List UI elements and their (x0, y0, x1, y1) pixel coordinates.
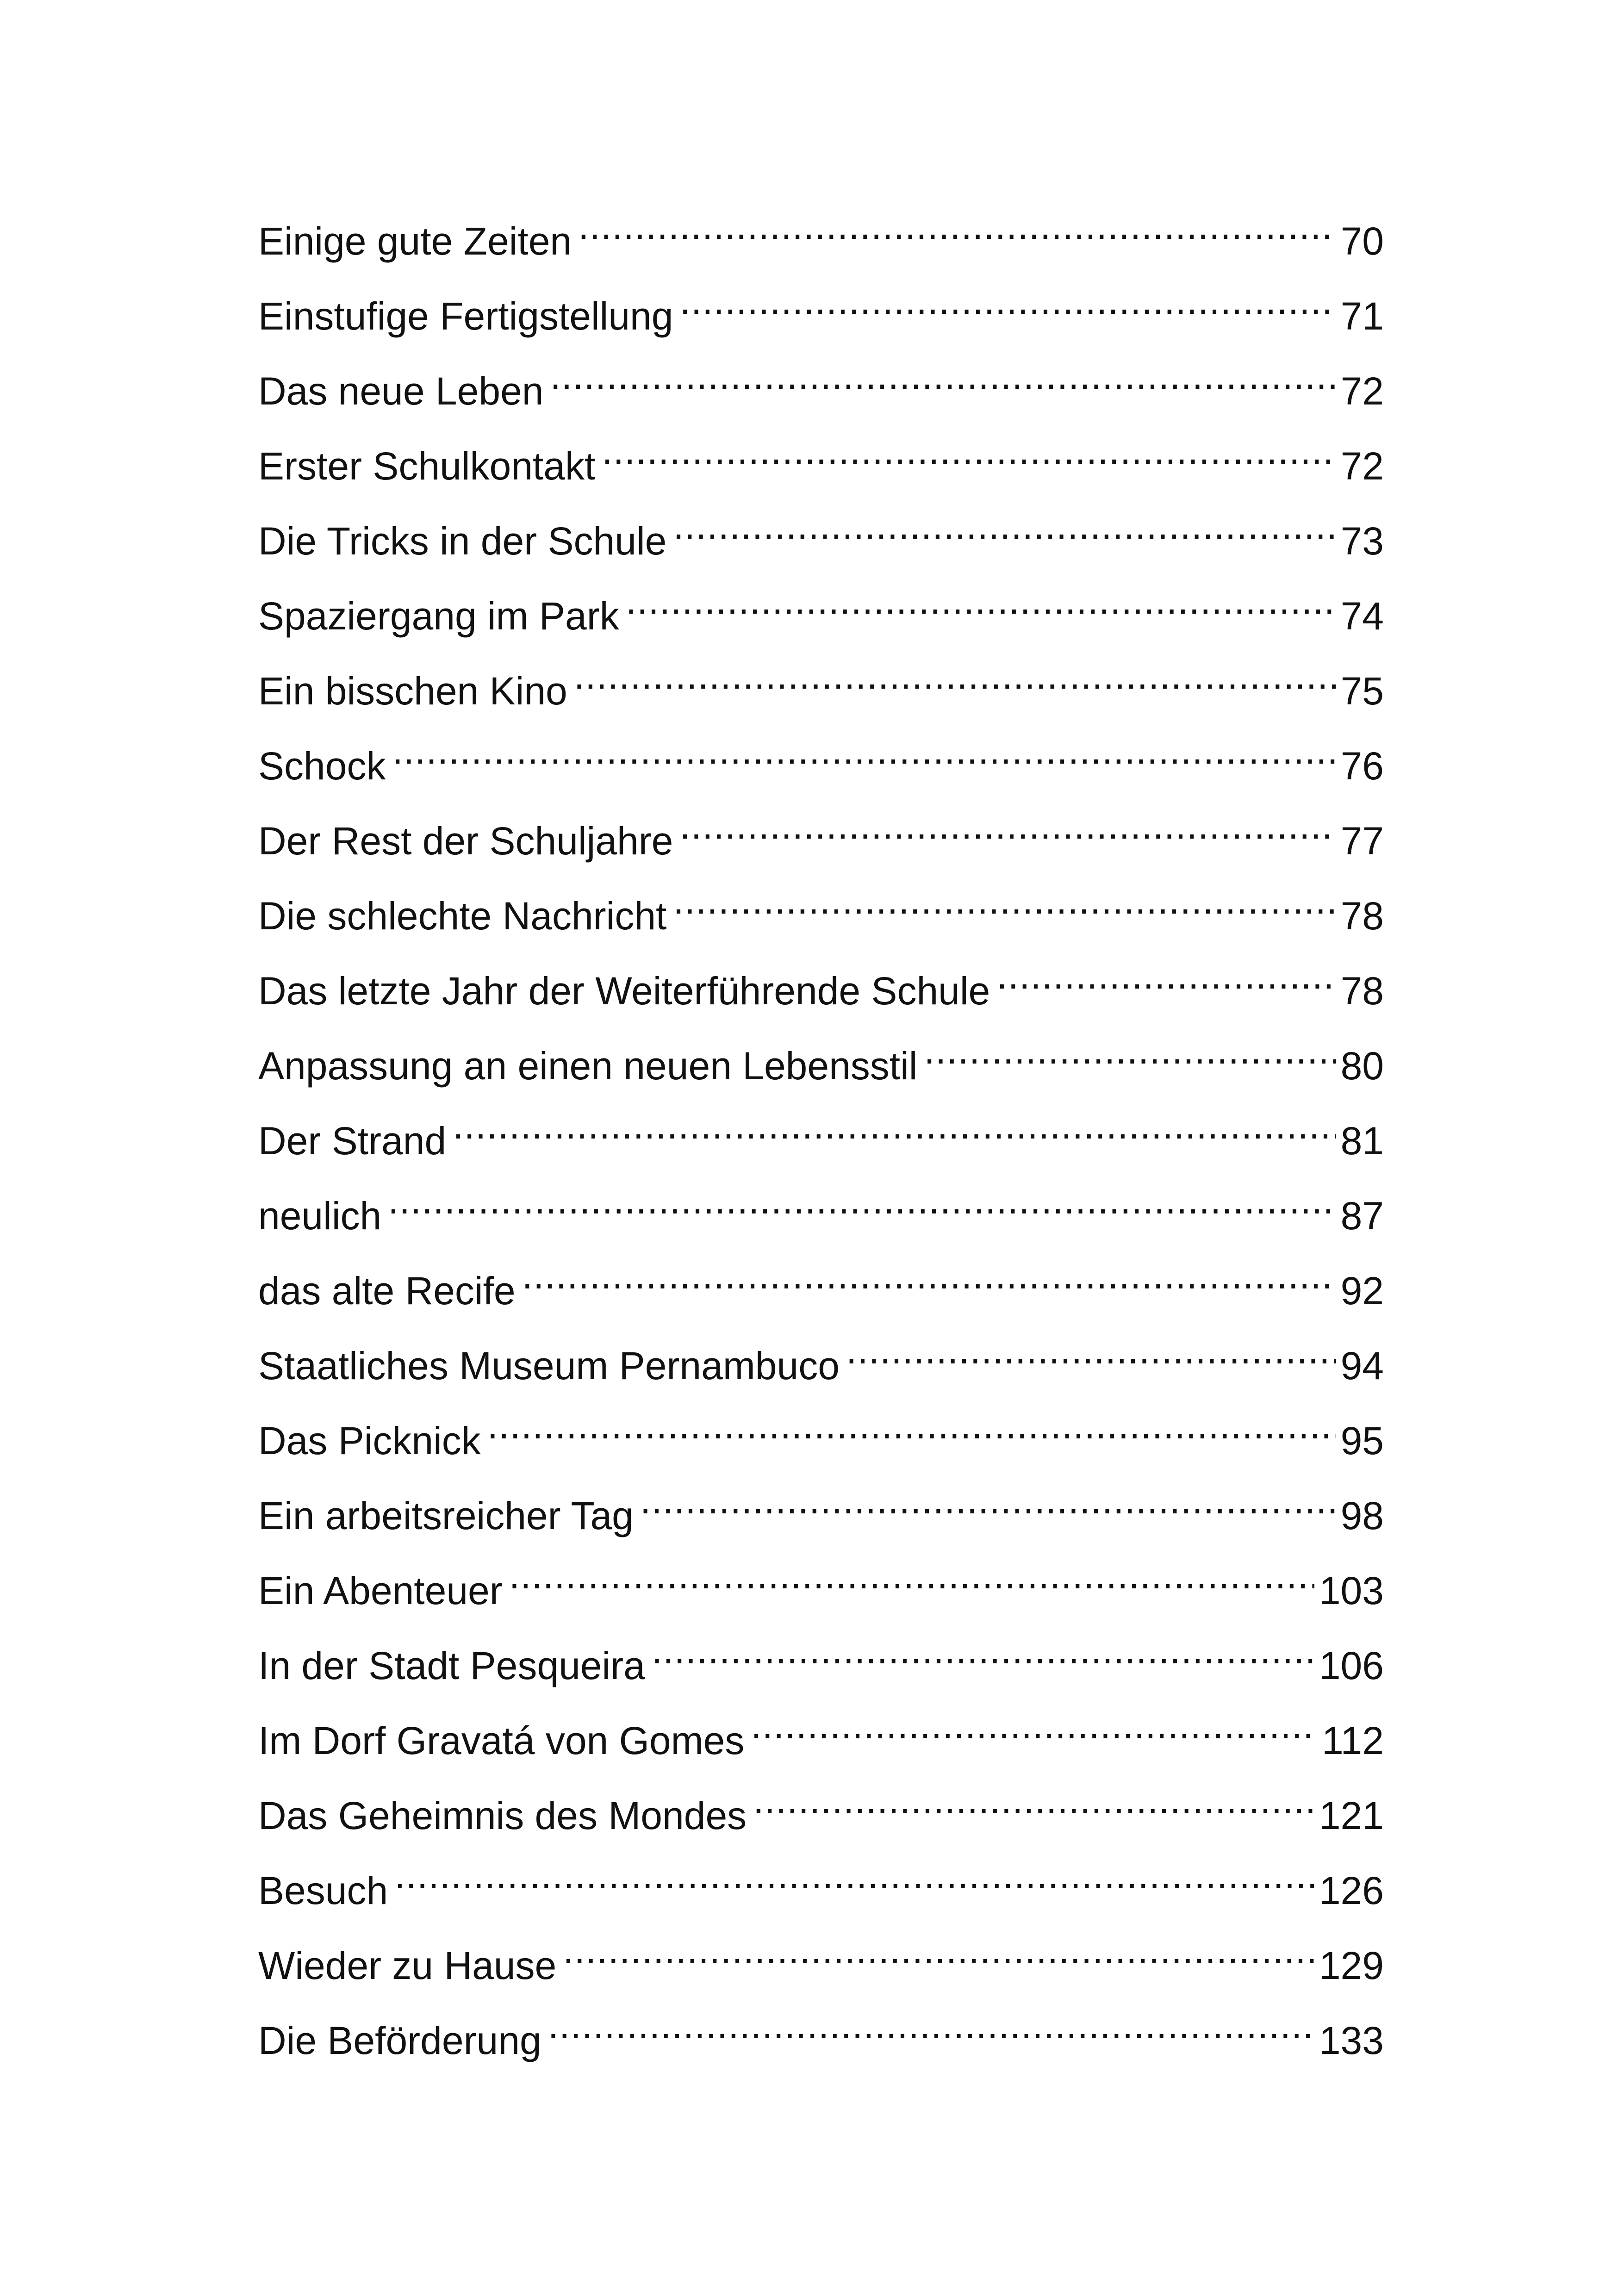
toc-entry (258, 2003, 1384, 2078)
toc-dot-leader (578, 216, 1336, 255)
toc-dot-leader (753, 1790, 1314, 1829)
toc-entry (258, 1253, 1384, 1328)
toc-entry-page: 71 (1340, 294, 1384, 338)
toc-entry-page: 106 (1319, 1644, 1384, 1687)
toc-dot-leader (388, 1190, 1336, 1229)
toc-entry-page: 94 (1340, 1344, 1384, 1388)
toc-entry-page: 92 (1340, 1269, 1384, 1313)
toc-entry-page: 78 (1340, 969, 1384, 1013)
toc-entry-title: Das letzte Jahr der Weiterführende Schule (258, 969, 990, 1013)
toc-entry-title: Im Dorf Gravatá von Gomes (258, 1719, 745, 1762)
toc-entry-page: 121 (1319, 1794, 1384, 1837)
toc-entry (258, 1553, 1384, 1628)
toc-entry-page: 72 (1340, 444, 1384, 488)
toc-entry-page: 73 (1340, 519, 1384, 563)
toc-entry-page: 78 (1340, 894, 1384, 938)
table-of-contents (258, 204, 1384, 2078)
toc-entry-page: 77 (1340, 819, 1384, 863)
toc-entry-title: Ein Abenteuer (258, 1569, 503, 1612)
toc-dot-leader (453, 1115, 1336, 1154)
toc-entry (258, 1928, 1384, 2003)
toc-entry-title: Der Rest der Schuljahre (258, 819, 673, 863)
toc-entry (258, 1178, 1384, 1253)
toc-entry-page: 103 (1319, 1569, 1384, 1612)
toc-entry (258, 429, 1384, 504)
toc-entry (258, 1628, 1384, 1703)
toc-entry-title: Einstufige Fertigstellung (258, 294, 673, 338)
toc-entry-page: 95 (1340, 1419, 1384, 1462)
toc-dot-leader (487, 1415, 1336, 1454)
toc-entry (258, 1853, 1384, 1928)
toc-entry (258, 1328, 1384, 1403)
toc-entry-page: 112 (1322, 1719, 1384, 1762)
toc-dot-leader (550, 366, 1336, 404)
toc-dot-leader (673, 516, 1336, 554)
toc-dot-leader (563, 1940, 1314, 1979)
toc-entry-page: 129 (1319, 1944, 1384, 1987)
toc-entry-title: Die Beförderung (258, 2019, 541, 2062)
toc-entry (258, 953, 1384, 1028)
toc-dot-leader (509, 1565, 1314, 1604)
toc-dot-leader (548, 2015, 1314, 2054)
toc-entry-title: Wieder zu Hause (258, 1944, 557, 1987)
toc-entry-title: Der Strand (258, 1119, 447, 1163)
toc-entry-title: Die Tricks in der Schule (258, 519, 667, 563)
toc-dot-leader (679, 815, 1336, 854)
toc-entry-title: Schock (258, 744, 386, 788)
toc-entry-page: 76 (1340, 744, 1384, 788)
toc-entry-page: 133 (1319, 2019, 1384, 2062)
toc-dot-leader (673, 890, 1336, 929)
toc-entry (258, 653, 1384, 728)
toc-dot-leader (751, 1715, 1317, 1754)
toc-entry-page: 75 (1340, 669, 1384, 713)
toc-dot-leader (522, 1265, 1336, 1304)
toc-entry-title: Einige gute Zeiten (258, 219, 572, 263)
toc-dot-leader (846, 1340, 1336, 1379)
toc-dot-leader (996, 965, 1336, 1004)
toc-entry-title: Das Picknick (258, 1419, 481, 1462)
toc-entry (258, 728, 1384, 803)
toc-entry-title: das alte Recife (258, 1269, 516, 1313)
toc-entry-page: 87 (1340, 1194, 1384, 1238)
toc-entry (258, 1478, 1384, 1553)
toc-entry (258, 354, 1384, 429)
toc-entry-title: In der Stadt Pesqueira (258, 1644, 645, 1687)
toc-entry-title: neulich (258, 1194, 382, 1238)
toc-entry-title: Ein arbeitsreicher Tag (258, 1494, 634, 1537)
toc-entry (258, 204, 1384, 279)
toc-entry (258, 1028, 1384, 1103)
toc-entry-title: Staatliches Museum Pernambuco (258, 1344, 840, 1388)
toc-entry (258, 878, 1384, 953)
toc-dot-leader (626, 591, 1336, 629)
toc-dot-leader (679, 291, 1336, 330)
toc-dot-leader (924, 1040, 1336, 1079)
toc-entry-page: 74 (1340, 594, 1384, 638)
toc-entry (258, 1703, 1384, 1778)
toc-entry (258, 1778, 1384, 1853)
toc-entry-title: Die schlechte Nachricht (258, 894, 667, 938)
toc-entry-page: 98 (1340, 1494, 1384, 1537)
toc-entry-title: Spaziergang im Park (258, 594, 619, 638)
toc-entry-title: Das neue Leben (258, 369, 544, 413)
toc-entry (258, 803, 1384, 878)
toc-dot-leader (392, 740, 1336, 779)
toc-entry (258, 504, 1384, 579)
toc-entry (258, 579, 1384, 653)
toc-entry-title: Anpassung an einen neuen Lebensstil (258, 1044, 918, 1088)
toc-entry-title: Besuch (258, 1869, 388, 1912)
toc-entry-page: 81 (1340, 1119, 1384, 1163)
toc-entry (258, 1403, 1384, 1478)
toc-dot-leader (640, 1490, 1336, 1529)
toc-entry-title: Das Geheimnis des Mondes (258, 1794, 747, 1837)
toc-entry (258, 279, 1384, 354)
toc-entry-page: 126 (1319, 1869, 1384, 1912)
toc-entry (258, 1103, 1384, 1178)
toc-entry-page: 72 (1340, 369, 1384, 413)
toc-entry-page: 70 (1340, 219, 1384, 263)
toc-entry-title: Ein bisschen Kino (258, 669, 567, 713)
toc-dot-leader (652, 1640, 1314, 1679)
toc-dot-leader (394, 1865, 1314, 1904)
toc-dot-leader (574, 666, 1336, 704)
toc-entry-title: Erster Schulkontakt (258, 444, 596, 488)
toc-dot-leader (602, 441, 1336, 479)
toc-entry-page: 80 (1340, 1044, 1384, 1088)
